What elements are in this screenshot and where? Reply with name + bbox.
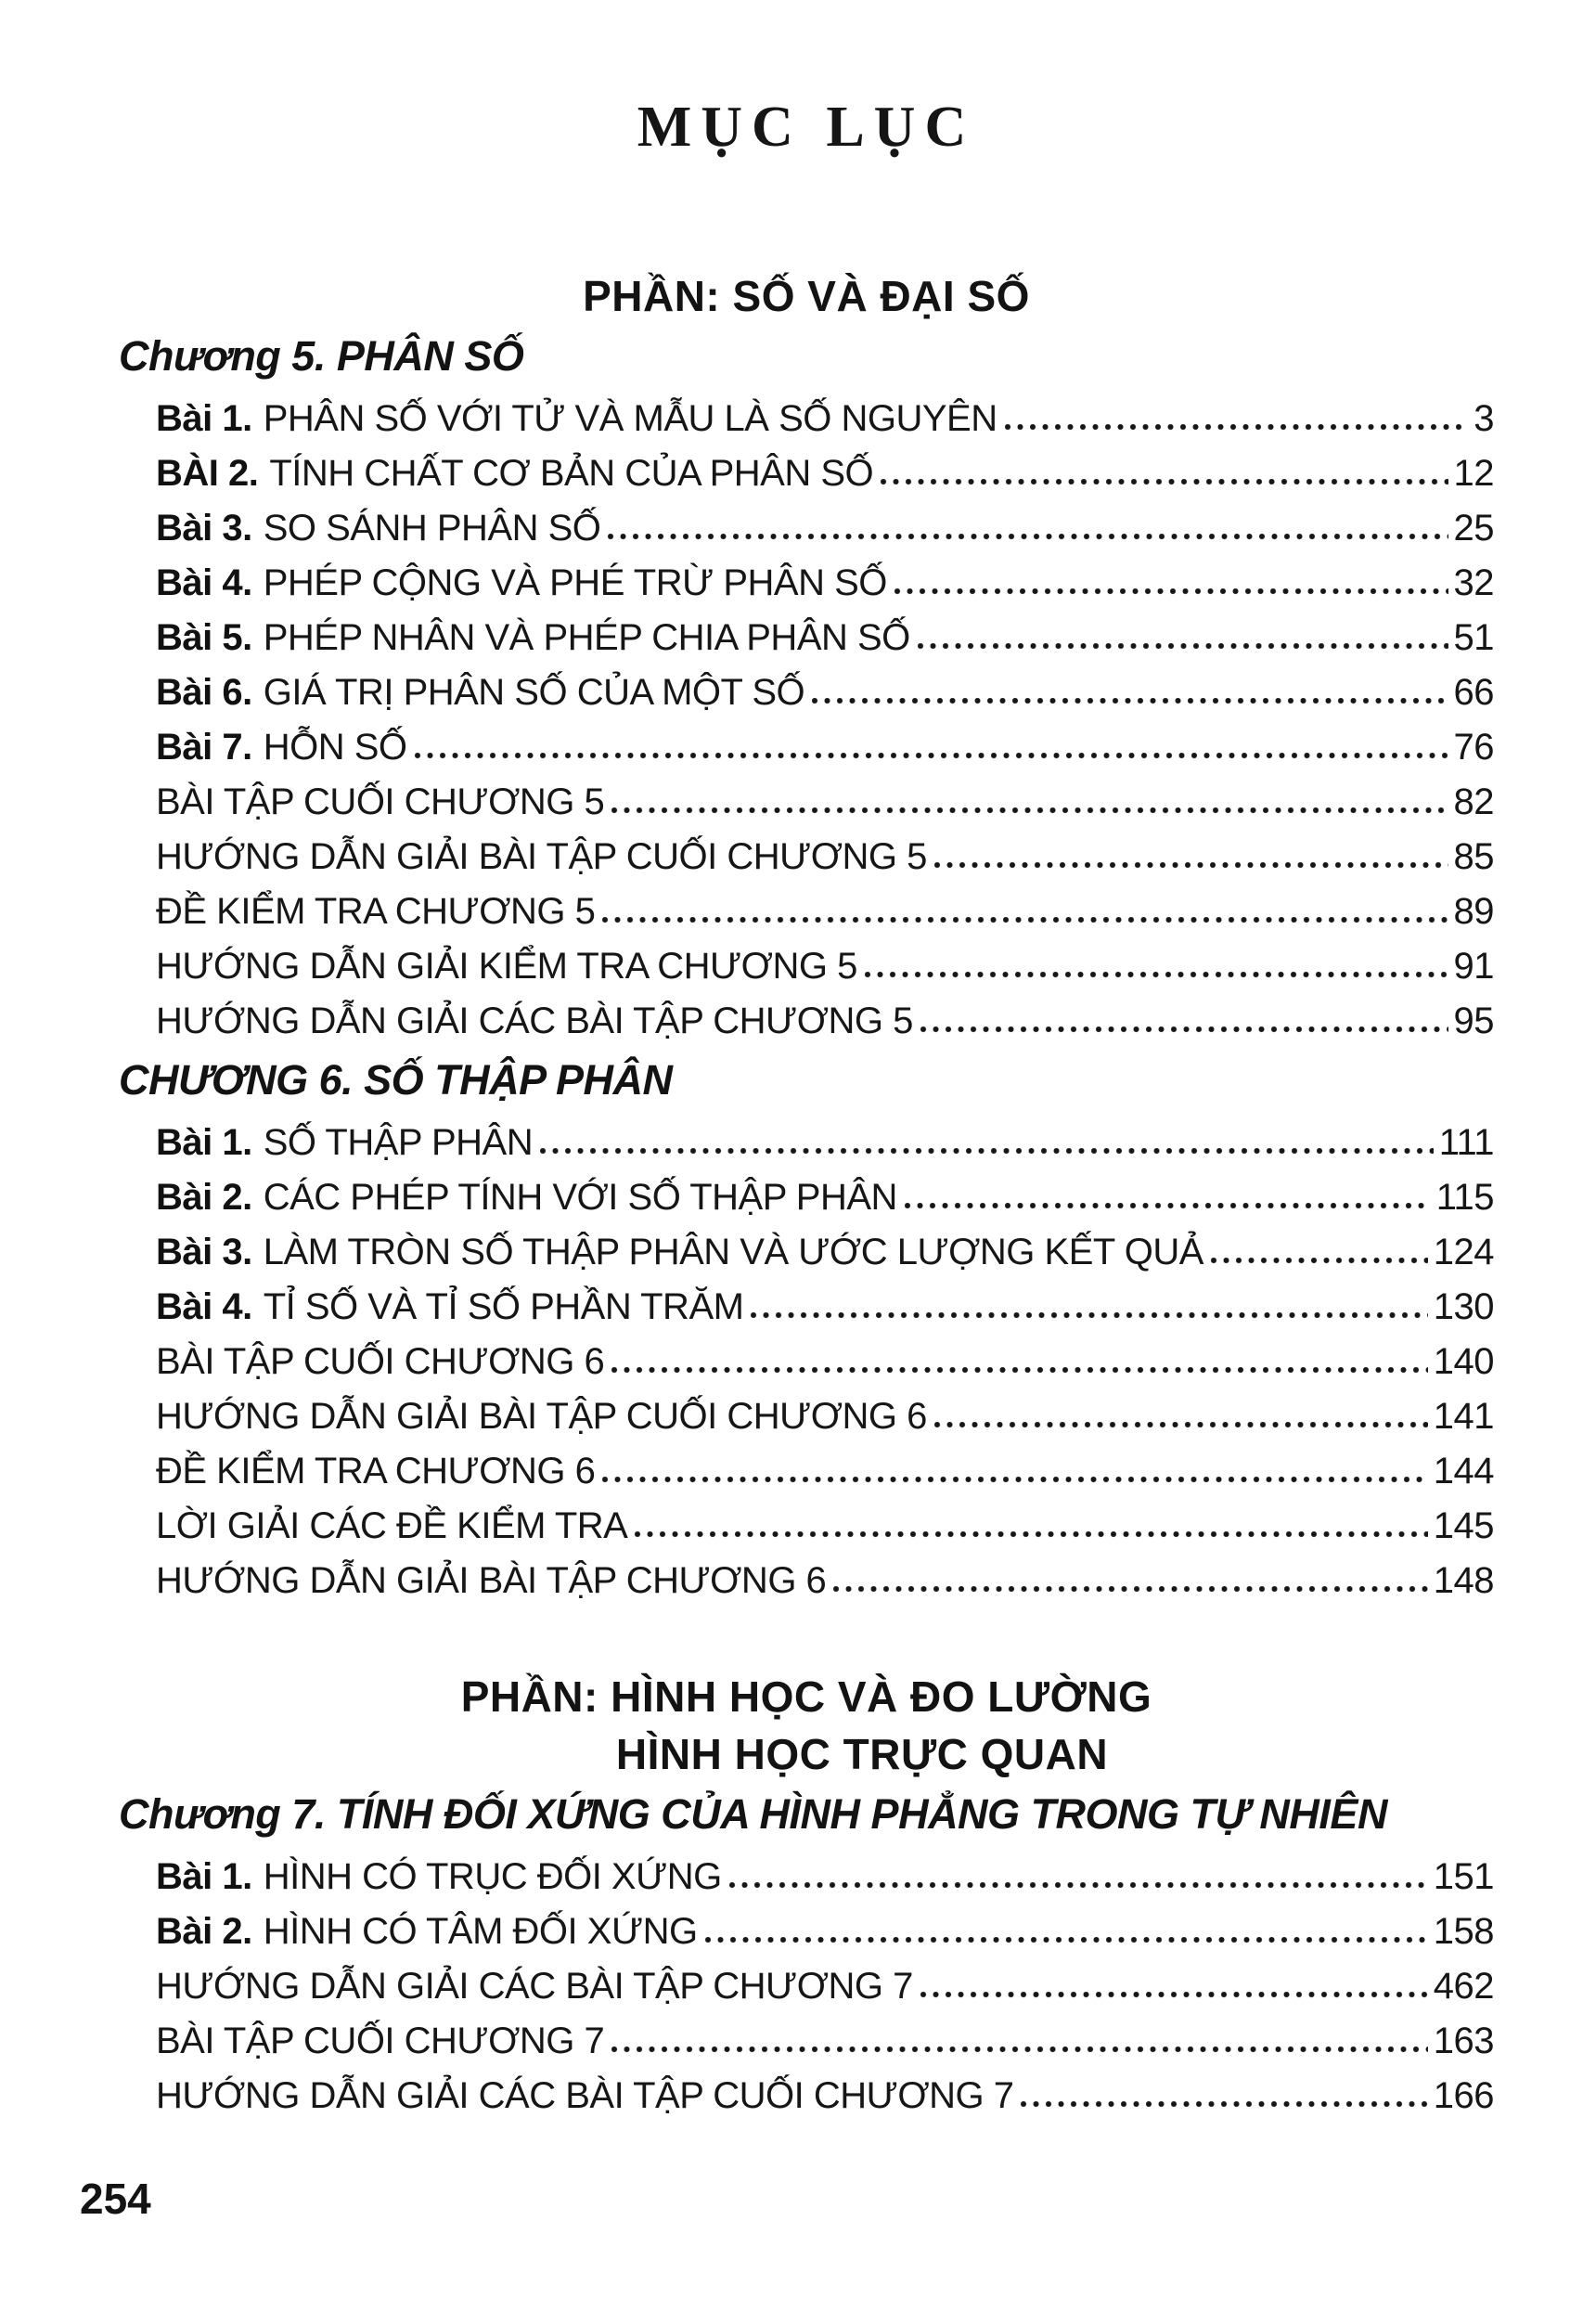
toc-entry <box>156 1389 1494 1444</box>
entry-title: TÍNH CHẤT CƠ BẢN CỦA PHÂN SỐ <box>269 453 874 494</box>
entry-page-number: 3 <box>1473 398 1494 439</box>
entry-title: CÁC PHÉP TÍNH VỚI SỐ THẬP PHÂN <box>263 1177 897 1218</box>
toc-entry <box>156 1170 1494 1225</box>
entry-title: HƯỚNG DẪN GIẢI BÀI TẬP CUỐI CHƯƠNG 6 <box>156 1396 927 1437</box>
entry-prefix: Bài 1. <box>156 1122 252 1163</box>
toc-entry <box>156 1444 1494 1499</box>
entry-prefix: Bài 1. <box>156 1856 252 1897</box>
toc-entry <box>156 1850 1494 1904</box>
toc-section <box>119 267 1494 1608</box>
entry-prefix: Bài 4. <box>156 562 252 603</box>
dot-leader <box>611 2042 1428 2053</box>
entry-title: PHÂN SỐ VỚI TỬ VÀ MẪU LÀ SỐ NGUYÊN <box>263 398 997 439</box>
section-heading <box>119 267 1494 325</box>
dot-leader <box>705 1932 1428 1943</box>
toc-entry <box>156 392 1494 446</box>
toc-entry <box>156 1335 1494 1389</box>
entry-prefix: Bài 1. <box>156 398 252 439</box>
entry-title: SO SÁNH PHÂN SỐ <box>263 508 601 549</box>
entry-title: HỖN SỐ <box>263 727 407 768</box>
entry-prefix: Bài 6. <box>156 672 252 713</box>
entry-prefix: Bài 4. <box>156 1286 252 1327</box>
entry-page-number: 95 <box>1453 1001 1494 1041</box>
footer-page-number: 254 <box>80 2175 151 2223</box>
dot-leader <box>894 584 1448 595</box>
dot-leader <box>881 474 1448 485</box>
entry-page-number: 148 <box>1433 1560 1494 1601</box>
dot-leader <box>602 912 1448 923</box>
toc-section <box>119 1668 1494 2124</box>
toc-entry <box>156 2069 1494 2124</box>
dot-leader <box>918 639 1448 650</box>
entry-page-number: 25 <box>1453 508 1494 549</box>
entry-page-number: 158 <box>1433 1911 1494 1952</box>
entry-page-number: 85 <box>1453 836 1494 877</box>
toc-entry <box>156 1959 1494 2014</box>
entry-title: GIÁ TRỊ PHÂN SỐ CỦA MỘT SỐ <box>263 672 805 713</box>
entry-title: BÀI TẬP CUỐI CHƯƠNG 7 <box>156 2021 605 2061</box>
entry-page-number: 144 <box>1433 1451 1494 1491</box>
entry-title: SỐ THẬP PHÂN <box>263 1122 534 1163</box>
entry-prefix: BÀI 2. <box>156 453 259 494</box>
chapter-entry-list <box>156 1116 1494 1608</box>
section-heading-line: PHẦN: HÌNH HỌC VÀ ĐO LƯỜNG <box>460 1672 1152 1721</box>
toc-entry <box>156 446 1494 501</box>
toc-entry <box>156 611 1494 665</box>
entry-page-number: 66 <box>1453 672 1494 713</box>
dot-leader <box>865 967 1448 978</box>
dot-leader <box>751 1308 1427 1319</box>
dot-leader <box>833 1582 1427 1593</box>
dot-leader <box>729 1878 1428 1889</box>
toc-entry <box>156 884 1494 939</box>
entry-page-number: 82 <box>1453 781 1494 822</box>
dot-leader <box>611 803 1448 814</box>
dot-leader <box>920 1987 1428 1998</box>
dot-leader <box>608 529 1448 540</box>
entry-prefix: Bài 7. <box>156 727 252 768</box>
section-heading-line: PHẦN: SỐ VÀ ĐẠI SỐ <box>583 272 1030 320</box>
dot-leader <box>602 1472 1427 1483</box>
dot-leader <box>934 858 1448 869</box>
entry-title: LỜI GIẢI CÁC ĐỀ KIỂM TRA <box>156 1505 628 1546</box>
toc-sections <box>119 267 1494 2124</box>
entry-title: HƯỚNG DẪN GIẢI CÁC BÀI TẬP CHƯƠNG 7 <box>156 1966 913 2007</box>
entry-title: HƯỚNG DẪN GIẢI CÁC BÀI TẬP CHƯƠNG 5 <box>156 1001 913 1041</box>
dot-leader <box>1005 420 1469 431</box>
entry-page-number: 145 <box>1433 1505 1494 1546</box>
toc-entry <box>156 556 1494 611</box>
entry-title: HƯỚNG DẪN GIẢI CÁC BÀI TẬP CUỐI CHƯƠNG 7 <box>156 2075 1014 2116</box>
toc-entry <box>156 1499 1494 1554</box>
chapter-title: Chương 5. PHÂN SỐ <box>119 332 524 380</box>
dot-leader <box>934 1417 1428 1428</box>
entry-title: ĐỀ KIỂM TRA CHƯƠNG 5 <box>156 891 596 932</box>
entry-page-number: 141 <box>1433 1396 1494 1437</box>
section-heading <box>119 1668 1494 1783</box>
entry-title: LÀM TRÒN SỐ THẬP PHÂN VÀ ƯỚC LƯỢNG KẾT QUẢ <box>263 1232 1203 1272</box>
toc-entry <box>156 1280 1494 1335</box>
entry-title: ĐỀ KIỂM TRA CHƯƠNG 6 <box>156 1451 596 1491</box>
toc-entry <box>156 830 1494 884</box>
chapter-title: CHƯƠNG 6. SỐ THẬP PHÂN <box>119 1056 673 1104</box>
dot-leader <box>812 693 1448 704</box>
entry-page-number: 130 <box>1433 1286 1494 1327</box>
dot-leader <box>905 1198 1431 1209</box>
entry-prefix: Bài 2. <box>156 1911 252 1952</box>
chapter-entry-list <box>156 1850 1494 2124</box>
toc-entry <box>156 1904 1494 1959</box>
dot-leader <box>415 748 1448 759</box>
entry-page-number: 111 <box>1438 1122 1494 1163</box>
toc-entry <box>156 775 1494 830</box>
toc-entry <box>156 994 1494 1049</box>
toc-entry <box>156 939 1494 994</box>
entry-prefix: Bài 2. <box>156 1177 252 1218</box>
dot-leader <box>635 1527 1427 1538</box>
chapter-title: Chương 7. TÍNH ĐỐI XỨNG CỦA HÌNH PHẲNG TRONG TỰ NHIÊN <box>119 1790 1387 1838</box>
entry-page-number: 12 <box>1453 453 1494 494</box>
entry-prefix: Bài 3. <box>156 508 252 549</box>
toc-entry <box>156 1116 1494 1170</box>
entry-page-number: 51 <box>1453 617 1494 658</box>
entry-title: HƯỚNG DẪN GIẢI BÀI TẬP CHƯƠNG 6 <box>156 1560 827 1601</box>
entry-page-number: 163 <box>1433 2021 1494 2061</box>
entry-prefix: Bài 5. <box>156 617 252 658</box>
entry-page-number: 166 <box>1433 2075 1494 2116</box>
page-title: MỤC LỤC <box>637 96 976 159</box>
entry-page-number: 462 <box>1433 1966 1494 2007</box>
entry-title: HÌNH CÓ TÂM ĐỐI XỨNG <box>263 1911 698 1952</box>
entry-title: PHÉP NHÂN VÀ PHÉP CHIA PHÂN SỐ <box>263 617 910 658</box>
entry-page-number: 91 <box>1453 946 1494 987</box>
entry-page-number: 151 <box>1433 1856 1494 1897</box>
entry-page-number: 89 <box>1453 891 1494 932</box>
dot-leader <box>611 1362 1428 1374</box>
entry-title: HÌNH CÓ TRỤC ĐỐI XỨNG <box>263 1856 722 1897</box>
dot-leader <box>1211 1253 1428 1264</box>
toc-entry <box>156 665 1494 720</box>
entry-title: HƯỚNG DẪN GIẢI KIỂM TRA CHƯƠNG 5 <box>156 946 857 987</box>
entry-page-number: 115 <box>1435 1177 1494 1218</box>
entry-page-number: 76 <box>1453 727 1494 768</box>
toc-entry <box>156 1225 1494 1280</box>
toc-entry <box>156 1554 1494 1608</box>
entry-title: BÀI TẬP CUỐI CHƯƠNG 5 <box>156 781 605 822</box>
entry-prefix: Bài 3. <box>156 1232 252 1272</box>
dot-leader <box>920 1022 1448 1033</box>
entry-page-number: 32 <box>1453 562 1494 603</box>
dot-leader <box>540 1143 1434 1155</box>
entry-title: BÀI TẬP CUỐI CHƯƠNG 6 <box>156 1341 605 1382</box>
dot-leader <box>1021 2097 1427 2108</box>
section-heading-line: HÌNH HỌC TRỰC QUAN <box>615 1730 1109 1778</box>
entry-title: TỈ SỐ VÀ TỈ SỐ PHẦN TRĂM <box>263 1286 744 1327</box>
entry-title: HƯỚNG DẪN GIẢI BÀI TẬP CUỐI CHƯƠNG 5 <box>156 836 927 877</box>
toc-entry <box>156 2014 1494 2069</box>
entry-title: PHÉP CỘNG VÀ PHÉ TRỪ PHÂN SỐ <box>263 562 887 603</box>
entry-page-number: 124 <box>1433 1232 1494 1272</box>
toc-entry <box>156 720 1494 775</box>
toc-entry <box>156 501 1494 556</box>
entry-page-number: 140 <box>1433 1341 1494 1382</box>
chapter-entry-list <box>156 392 1494 1049</box>
